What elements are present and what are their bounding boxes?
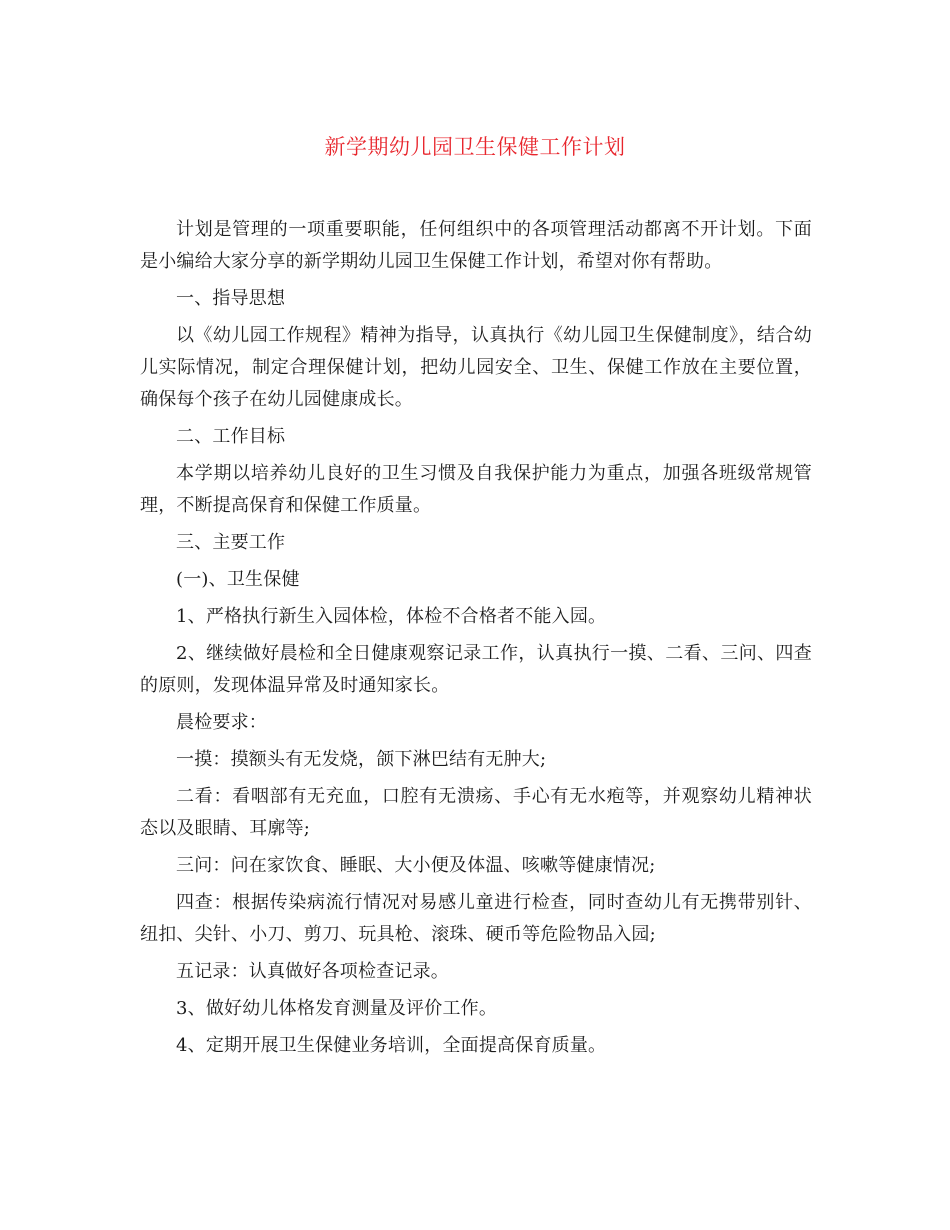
section-heading-work-goals: 二、工作目标 xyxy=(176,426,286,447)
list-item-2: 2、继续做好晨检和全日健康观察记录工作，认真执行一摸、二看、三问、四查的原则，发现体温异常及时通知家长。 xyxy=(140,643,812,696)
document-body xyxy=(140,214,812,1067)
document-title: 新学期幼儿园卫生保健工作计划 xyxy=(324,135,626,159)
paragraph-work-goals: 本学期以培养幼儿良好的卫生习惯及自我保护能力为重点，加强各班级常规管理，不断提高保育和保健工作质量。 xyxy=(140,463,812,516)
morning-check-heading: 晨检要求： xyxy=(176,712,267,733)
list-item-4: 4、定期开展卫生保健业务培训，全面提高保育质量。 xyxy=(176,1035,607,1056)
paragraph-intro: 计划是管理的一项重要职能，任何组织中的各项管理活动都离不开计划。下面是小编给大家分享的新学期幼儿园卫生保健工作计划，希望对你有帮助。 xyxy=(140,219,812,272)
section-heading-main-work: 三、主要工作 xyxy=(176,532,286,553)
list-item-3: 3、做好幼儿体格发育测量及评价工作。 xyxy=(176,998,498,1019)
morning-check-look: 二看：看咽部有无充血，口腔有无溃疡、手心有无水疱等，并观察幼儿精神状态以及眼睛、耳廓等; xyxy=(140,786,812,839)
morning-check-ask: 三问：问在家饮食、睡眠、大小便及体温、咳嗽等健康情况; xyxy=(176,855,656,876)
morning-check-touch: 一摸：摸额头有无发烧，颌下淋巴结有无肿大; xyxy=(176,749,547,770)
morning-check-record: 五记录：认真做好各项检查记录。 xyxy=(176,961,449,982)
morning-check-inspect: 四查：根据传染病流行情况对易感儿童进行检查，同时查幼儿有无携带别针、纽扣、尖针、小刀、剪刀、玩具枪、滚珠、硬币等危险物品入园; xyxy=(140,892,812,945)
list-item-1: 1、严格执行新生入园体检，体检不合格者不能入园。 xyxy=(176,606,607,627)
subsection-heading-health-care: (一)、卫生保健 xyxy=(176,569,300,590)
section-heading-guiding-ideology: 一、指导思想 xyxy=(176,288,286,309)
paragraph-guiding-ideology: 以《幼儿园工作规程》精神为指导，认真执行《幼儿园卫生保健制度》，结合幼儿实际情况，制定合理保健计划，把幼儿园安全、卫生、保健工作放在主要位置，确保每个孩子在幼儿园健康成长。 xyxy=(140,325,812,410)
